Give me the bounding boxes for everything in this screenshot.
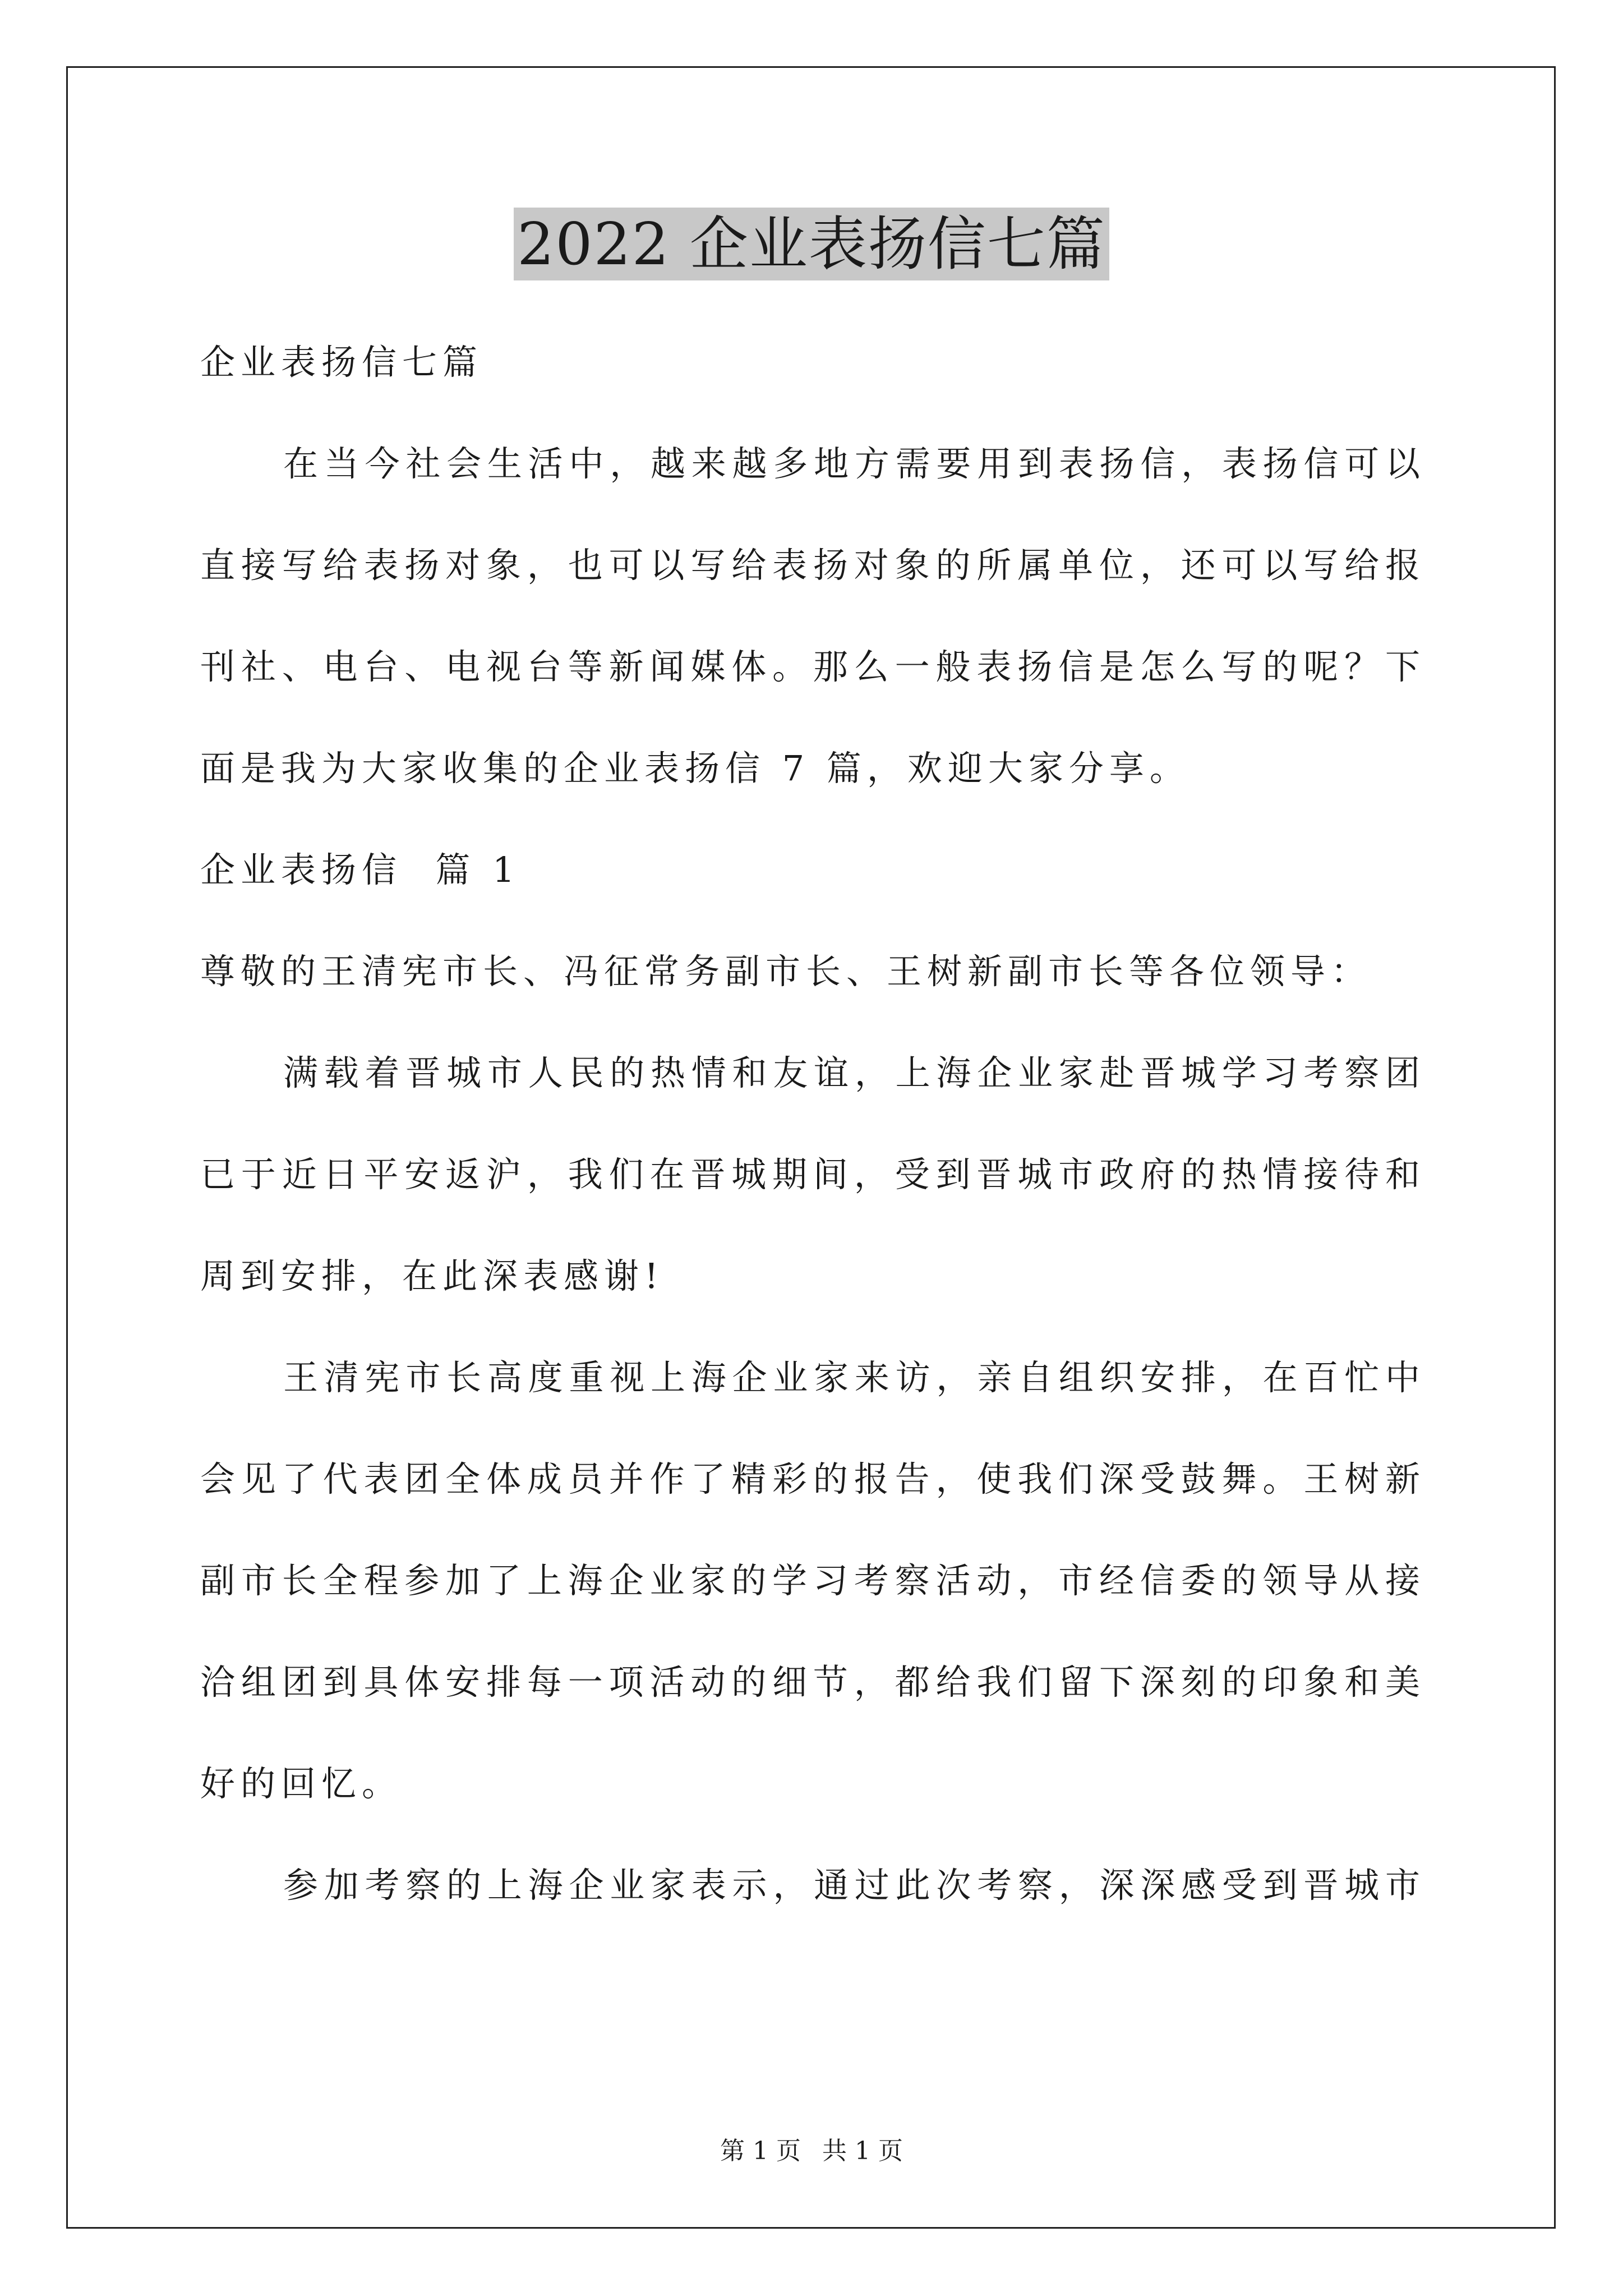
- page-number: 第 1 页: [720, 2137, 801, 2165]
- paragraph-line: 满载着晋城市人民的热情和友谊，上海企业家赴晋城学习考察团: [283, 1052, 1426, 1093]
- paragraph-line: 周到安排，在此深表感谢!: [200, 1255, 664, 1296]
- intro-line: 直接写给表扬对象，也可以写给表扬对象的所属单位，还可以写给报: [200, 545, 1426, 586]
- page-total: 共 1 页: [822, 2137, 903, 2165]
- paragraph-line: 王清宪市长高度重视上海企业家来访，亲自组织安排，在百忙中: [283, 1357, 1426, 1398]
- intro-line: 面是我为大家收集的企业表扬信 7 篇，欢迎大家分享。: [200, 748, 1190, 789]
- intro-line: 刊社、电台、电视台等新闻媒体。那么一般表扬信是怎么写的呢？下: [200, 646, 1426, 687]
- title-wrap: [0, 208, 1623, 280]
- paragraph-line: 参加考察的上海企业家表示，通过此次考察，深深感受到晋城市: [283, 1865, 1426, 1906]
- document-body: [200, 311, 1426, 1936]
- salutation: 尊敬的王清宪市长、冯征常务副市长、王树新副市长等各位领导：: [200, 951, 1372, 992]
- paragraph-line: 洽组团到具体安排每一项活动的细节，都给我们留下深刻的印象和美: [200, 1662, 1426, 1703]
- section-heading: 企业表扬信 篇 1: [200, 849, 520, 890]
- paragraph-line: 副市长全程参加了上海企业家的学习考察活动，市经信委的领导从接: [200, 1560, 1426, 1601]
- paragraph-line: 好的回忆。: [200, 1763, 403, 1804]
- paragraph-line: 已于近日平安返沪，我们在晋城期间，受到晋城市政府的热情接待和: [200, 1154, 1426, 1195]
- page-footer: [0, 2134, 1623, 2168]
- document-subtitle: 企业表扬信七篇: [200, 342, 483, 383]
- paragraph-line: 会见了代表团全体成员并作了精彩的报告，使我们深受鼓舞。王树新: [200, 1458, 1426, 1499]
- document-title: 2022 企业表扬信七篇: [514, 208, 1109, 280]
- intro-line: 在当今社会生活中，越来越多地方需要用到表扬信，表扬信可以: [283, 443, 1426, 484]
